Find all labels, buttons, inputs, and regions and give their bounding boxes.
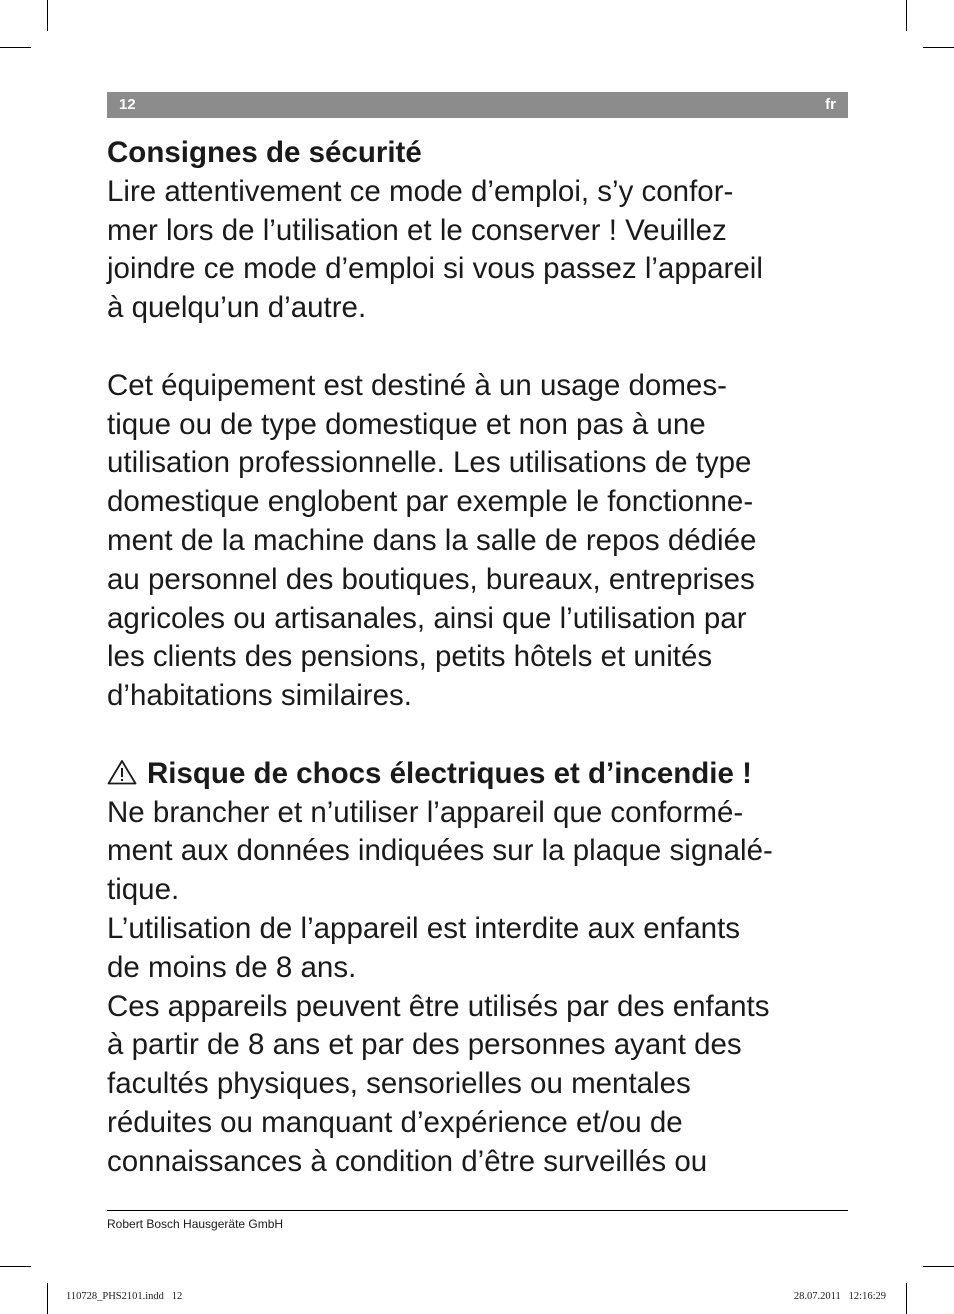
warning-heading [107, 755, 852, 794]
page-content [107, 134, 852, 1182]
warning-triangle-icon [107, 757, 137, 796]
text-line: d’habitations similaires. [107, 679, 412, 713]
text-line: facultés physiques, sensorielles ou mentales [107, 1067, 691, 1101]
crop-mark [47, 0, 48, 31]
text-line: joindre ce mode d’emploi si vous passez l’appareil [107, 252, 763, 286]
language-code: fr [825, 96, 836, 113]
footer-company: Robert Bosch Hausgeräte GmbH [107, 1217, 284, 1231]
text-line: les clients des pensions, petits hôtels et unités [107, 640, 713, 674]
text-line: domestique englobent par exemple le fonctionne- [107, 485, 754, 519]
text-line: tique ou de type domestique et non pas à une [107, 407, 706, 441]
crop-mark [0, 47, 31, 48]
text-line: Lire attentivement ce mode d’emploi, s’y confor- [107, 174, 734, 208]
text-line: ment de la machine dans la salle de repos dédiée [107, 523, 757, 557]
section-title: Consignes de sécurité [107, 136, 422, 169]
text-line: mer lors de l’utilisation et le conserver ! Veuillez [107, 213, 727, 247]
paragraph-gap [107, 716, 852, 755]
slug-datetime: 28.07.2011 12:16:29 [793, 1291, 886, 1302]
crop-mark [923, 47, 954, 48]
text-line: utilisation professionnelle. Les utilisations de type [107, 446, 752, 480]
crop-mark [0, 1266, 31, 1267]
crop-mark [47, 1283, 48, 1314]
footer-divider [107, 1210, 848, 1211]
text-line: Ne brancher et n’utiliser l’appareil que conformé- [107, 795, 744, 829]
text-line: de moins de 8 ans. [107, 950, 357, 984]
crop-mark [923, 1266, 954, 1267]
page-header-bar [107, 92, 848, 118]
crop-mark [906, 0, 907, 31]
text-line: réduites ou manquant d’expérience et/ou de [107, 1105, 683, 1139]
text-line: au personnel des boutiques, bureaux, entreprises [107, 562, 755, 596]
page-number: 12 [119, 96, 136, 113]
warning-title: Risque de chocs électriques et d’incendie ! [147, 756, 752, 790]
text-line: agricoles ou artisanales, ainsi que l’utilisation par [107, 601, 747, 635]
text-line: L’utilisation de l’appareil est interdite aux enfants [107, 911, 741, 945]
text-line: à partir de 8 ans et par des personnes ayant des [107, 1028, 742, 1062]
slug-filename: 110728_PHS2101.indd 12 [66, 1291, 183, 1302]
text-line: ment aux données indiquées sur la plaque signalé- [107, 834, 773, 868]
text-line: à quelqu’un d’autre. [107, 291, 367, 325]
text-line: Cet équipement est destiné à un usage domes- [107, 368, 727, 402]
crop-mark [906, 1283, 907, 1314]
text-line: tique. [107, 873, 180, 907]
paragraph-gap [107, 328, 852, 367]
text-line: connaissances à condition d’être surveillés ou [107, 1144, 708, 1178]
text-line: Ces appareils peuvent être utilisés par des enfants [107, 989, 770, 1023]
